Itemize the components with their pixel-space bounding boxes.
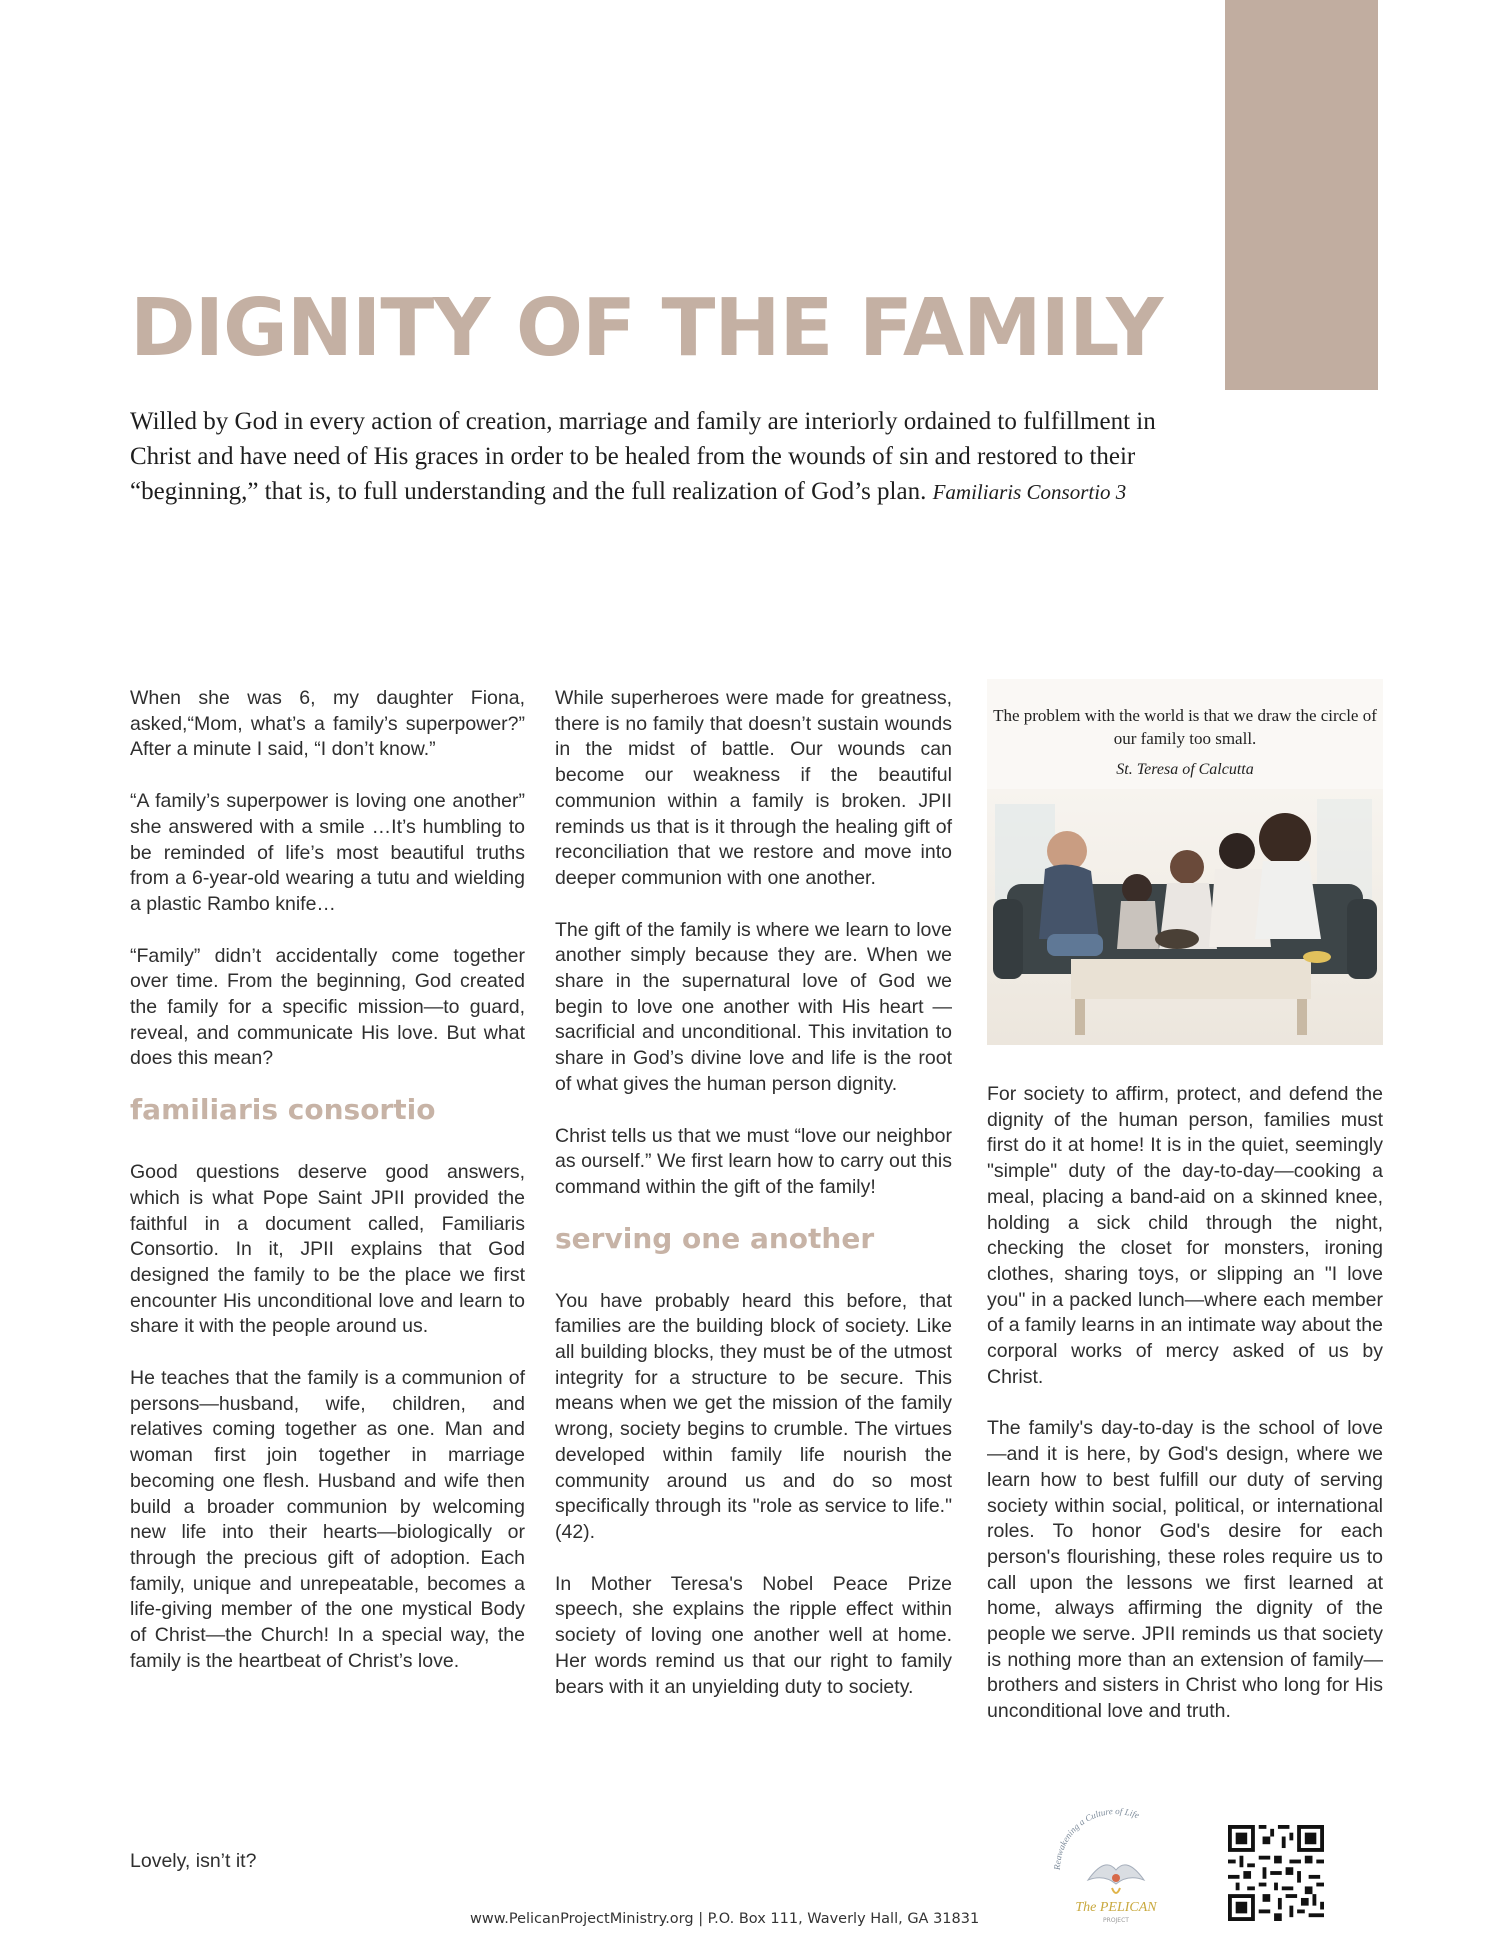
section-heading-familiaris-consortio: familiaris consortio	[130, 1093, 436, 1127]
paragraph: Christ tells us that we must “love our neighbor as ourself.” We first learn how to carry out this command within the gift of the family!	[555, 1124, 952, 1198]
paragraph: The family's day-to-day is the school of love—and it is here, by God's design, where we learn how to best fulfill our duty of serving society within social, political, or international roles. To honor God's desire for each person's flourishing, these roles require us to call upon the lessons we first learned at home, always affirming the dignity of the people we serve. JPII reminds us that society is nothing more than an extension of family—brothers and sisters in Christ who long for His unconditional love and truth.	[987, 1417, 1383, 1723]
paragraph: For society to affirm, protect, and defend the dignity of the human person, families must first do it at home! It is in the quiet, seemingly "simple" duty of the day-to-day—cooking a meal, placing a band-aid on a skinned knee, holding a sick child through the night, checking the closet for monsters, ironing clothes, sharing toys, or slipping an "I love you" in a packed lunch—where each member of a family learns in an intimate way about the corporal works of mercy asked of us by Christ.	[987, 1083, 1383, 1388]
intro-citation: Familiaris Consortio 3	[932, 480, 1127, 504]
closing-line: Lovely, isn’t it?	[130, 1850, 257, 1872]
paragraph: “Family” didn’t accidentally come together over time. From the beginning, God created the family for a specific mission—to guard, reveal, and communicate His love. But what does this mean?	[130, 944, 525, 1070]
footer-contact: www.PelicanProjectMinistry.org | P.O. Box 111, Waverly Hall, GA 31831	[470, 1911, 980, 1927]
intro-quote	[130, 404, 1210, 510]
qr-code-icon[interactable]	[1228, 1825, 1324, 1921]
paragraph: While superheroes were made for greatness, there is no family that doesn’t sustain wounds in the midst of battle. Our wounds can become our weakness if the beautiful communion within a family is broken. JPII reminds us that is it through the healing gift of reconciliation that we restore and move into deeper communion with one another.	[555, 687, 952, 889]
svg-text:Reawakening a Culture of Life	[1052, 1808, 1141, 1871]
logo-name: The PELICAN	[1075, 1900, 1157, 1915]
page-title: DIGNITY OF THE FAMILY	[130, 282, 1163, 374]
intro-text: Willed by God in every action of creation, marriage and family are interiorly ordained to fulfillment in Christ and have need of His graces in order to be healed from the wounds of sin and restored to their “beginning,” that is, to full understanding and the full realization of God’s plan.	[130, 408, 1156, 505]
article-column-2	[555, 686, 952, 1726]
article-column-1	[130, 686, 525, 1701]
quote-card	[987, 679, 1383, 1045]
logo-arc-text: Reawakening a Culture of Life	[1051, 1808, 1141, 1871]
paragraph: The gift of the family is where we learn to love another simply because they are. When we share in the supernatural love of God we begin to love one another with His heart — sacrificial and unconditional. This invitation to share in God’s divine love and life is the root of what gives the human person dignity.	[555, 918, 952, 1095]
paragraph: Good questions deserve good answers, which is what Pope Saint JPII provided the faithful in a document called, Familiaris Consortio. In it, JPII explains that God designed the family to be the place we first encounter His unconditional love and learn to share it with the people around us.	[130, 1161, 525, 1338]
paragraph: When she was 6, my daughter Fiona, asked,“Mom, what’s a family’s superpower?” After a minute I said, “I don’t know.”	[130, 687, 525, 761]
section-heading-serving-one-another: serving one another	[555, 1221, 875, 1255]
paragraph: You have probably heard this before, that families are the building block of society. Like all building blocks, they must be of the utmost integrity for a structure to be secure. This means when we get the mission of the family wrong, society begins to crumble. The virtues developed within family life nourish the community around us and do so most specifically through its "role as service to life." (42).	[555, 1289, 952, 1543]
quote-text: The problem with the world is that we draw the circle of our family too small.	[993, 706, 1377, 748]
paragraph: “A family’s superpower is loving one another” she answered with a smile …It’s humbling to be reminded of life’s most beautiful truths from a 6-year-old wearing a tutu and wielding a plastic Rambo knife…	[130, 790, 525, 915]
family-watercolor-illustration	[987, 789, 1383, 1045]
article-column-3	[987, 1082, 1383, 1751]
quote-attribution: St. Teresa of Calcutta	[1116, 761, 1254, 778]
logo-sub: PROJECT	[1103, 1917, 1129, 1924]
paragraph: He teaches that the family is a communion of persons—husband, wife, children, and relatives coming together as one. Man and woman first join together in marriage becoming one flesh. Husband and wife then build a broader communion by welcoming new life into their hearts—biologically or through the precious gift of adoption. Each family, unique and unrepeatable, becomes a life-giving member of the one mystical Body of Christ—the Church! In a special way, the family is the heartbeat of Christ’s love.	[130, 1367, 525, 1672]
decorative-tan-bar	[1225, 0, 1378, 390]
paragraph: In Mother Teresa's Nobel Peace Prize speech, she explains the ripple effect within society of loving one another well at home. Her words remind us that our right to family bears with it an unyielding duty to society.	[555, 1572, 952, 1698]
pelican-project-logo	[1050, 1808, 1180, 1928]
